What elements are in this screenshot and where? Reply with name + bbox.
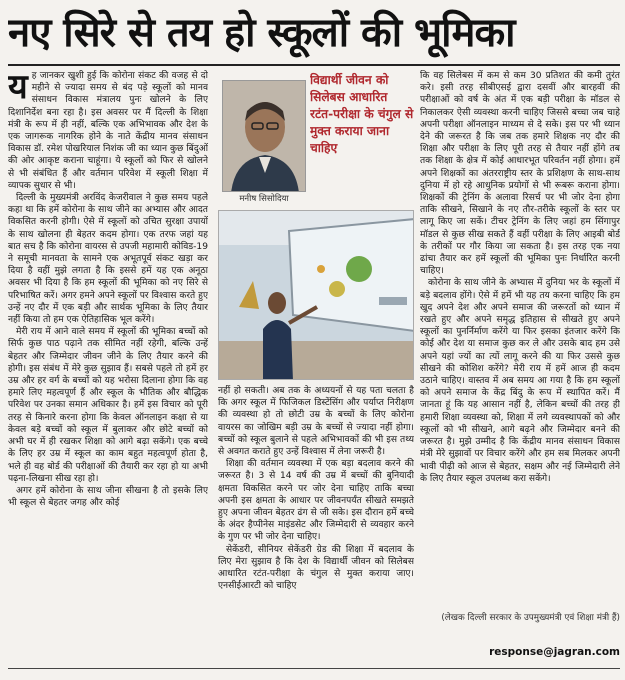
paragraph: शिक्षा की वर्तमान व्यवस्था में एक बड़ा बदलाव करने की जरूरत है। 3 से 14 वर्ष की उम्र में बच्चों की बुनियादी क्षमता विकसित करने पर जोर देना चाहिए ताकि बच्चा अपनी इस क्षमता के आधार पर जीवनपर्यंत सीखते समझते हुए अपना जीवन बेहतर ढंग से जी सके। इस दौरान हमें बच्चे के अंदर हैप्पीनेस माइंडसेट और जिम्मेदारी से व्यवहार करने के गुण पर भी जोर देना चाहिए। (218, 459, 414, 543)
article-column-1 (8, 70, 208, 662)
drop-cap: य (8, 70, 28, 107)
author-credit: (लेखक दिल्ली सरकार के उपमुख्यमंत्री एवं शिक्षा मंत्री हैं) (441, 613, 620, 623)
article-column-3 (420, 70, 620, 610)
headline-rule (8, 64, 620, 66)
headline: नए सिरे से तय हो स्कूलों की भूमिका (8, 10, 515, 56)
pull-quote: विद्यार्थी जीवन को सिलेबस आधारित रटंत-परीक्षा के चंगुल से मुक्त कराया जाना चाहिए (310, 73, 414, 155)
bottom-rule (8, 668, 620, 669)
author-portrait-illustration (223, 81, 306, 192)
paragraph: दिल्ली के मुख्यमंत्री अरविंद केजरीवाल ने कुछ समय पहले कहा था कि हमें कोरोना के साथ जीने का अभ्यास और आदत विकसित करनी होगी। ऐसे में स्कूलों को उचित सुरक्षा उपायों के साथ खोलना ही बेहतर कदम होगा। एक तरफ जहां यह बात सच है कि कोरोना वायरस से उपजी महामारी कोविड-19 ने समूची मानवता के सामने एक अभूतपूर्व संकट खड़ा कर दिया है वहीं मुझे लगता है कि इससे हमें यह एक अनूठा अवसर भी दिया है कि हम स्कूलों की भूमिका को नए सिरे से परिभाषित करें। अगर हमने अपने स्कूलों पर विश्वास करते हुए उन्हें नए दौर में एक बड़ी और सार्थक भूमिका के लिए तैयार नहीं किया तो हम एक ऐतिहासिक भूल करेंगे। (8, 193, 208, 326)
paragraph: सेकेंडरी, सीनियर सेकेंडरी ग्रेड की शिक्षा में बदलाव के लिए मेरा सुझाव है कि देश के विद्यार्थी जीवन को सिलेबस आधारित रटंत-परीक्षा के चंगुल से मुक्त कराया जाए। एनसीईआरटी को चाहिए (218, 544, 414, 592)
article-column-2 (218, 385, 414, 662)
paragraph: ह जानकर खुशी हुई कि कोरोना संकट की वजह से दो महीने से ज्यादा समय से बंद पड़े स्कूलों को मानव संसाधन विकास मंत्रालय पुनः खोलने के लिए दिशानिर्देश बना रहा है। इस अवसर पर मैं दिल्ली के शिक्षा मंत्री के रूप में ही नहीं, बल्कि एक अभिभावक और देश के एक जागरूक नागरिक होने के नाते केंद्रीय मानव संसाधन विकास डॉ. रमेश पोखरियाल निशंक जी का ध्यान कुछ बिंदुओं की ओर आकृष्ट कराना चाहूंगा। ये स्कूलों को फिर से खोलने से भी संबंधित हैं और वर्तमान परिवेश में स्कूली शिक्षा में व्यापक सुधार से भी। (8, 71, 208, 191)
paragraph: कि वह सिलेबस में कम से कम 30 प्रतिशत की कमी तुरंत करे। इसी तरह सीबीएसई द्वारा दसवीं और बारहवीं की परीक्षाओं को वर्ष के अंत में एक बड़ी परीक्षा के मॉडल से निकालकर ऐसी व्यवस्था करनी चाहिए जिससे बच्चा जब चाहे अपनी परीक्षा ऑनलाइन माध्यम से दे सके। इस पर भी ध्यान देने की जरूरत है कि जब तक हमारे शिक्षक नए दौर की शिक्षा और परीक्षा के लिए पूरी तरह से तैयार नहीं होंगे तब तक शिक्षा के क्षेत्र में कोई आधारभूत परिवर्तन नहीं होगा। हमें अपने शिक्षकों का अंतरराष्ट्रीय स्तर के प्रशिक्षण के साथ-साथ दुनिया में हो रहे आधुनिक प्रयोगों से भी रूबरू कराना होगा। शिक्षकों की ट्रेनिंग के अलावा रिसर्च पर भी जोर देना होगा ताकि सीखने, सिखाने के नए तौर-तरीके स्कूलों के स्तर पर लागू किए जा सकें। टीचर ट्रेनिंग के लिए जहां हम सिंगापुर मॉडल से कुछ सीख सकते हैं वहीं परीक्षा के लिए आइबी बोर्ड के तरीकों पर गौर किया जा सकता है। इस तरह एक नया ढांचा तैयार कर हमें स्कूलों की भूमिका पुनः निर्धारित करनी चाहिए। (420, 71, 620, 277)
classroom-photo (218, 210, 414, 380)
classroom-illustration (219, 211, 414, 380)
paragraph: कोरोना के साथ जीने के अभ्यास में दुनिया भर के स्कूलों में बड़े बदलाव होंगे। ऐसे में हमें भी यह तय करना चाहिए कि हम खुद अपने देश और अपने समाज की जरूरतों को ध्यान में रखते हुए और अपने समृद्ध इतिहास से सीखते हुए अपने स्कूलों का पुनर्निर्माण करेंगे या फिर इसका इंतजार करेंगे कि कोई और देश या समाज कुछ कर ले और उसके बाद हम उसे अपने यहां ज्यों का त्यों लागू करने की या फिर उससे कुछ सीखने की कोशिश करेंगे? मेरी राय में हमें आज ही कदम उठाने चाहिए। वास्तव में अब समय आ गया है कि हम स्कूलों को अपने समाज के केंद्र बिंदु के रूप में स्थापित करें। मैं जानता हूं कि यह आसान नहीं है, लेकिन बच्चों की तरह ही हमारी शिक्षा व्यवस्था को, शिक्षा में लगे व्यवस्थापकों को और स्कूलों को भी सीखने, आगे बढ़ने और जिम्मेदार बनने की जरूरत है। मुझे उम्मीद है कि केंद्रीय मानव संसाधन विकास मंत्री मेरे सुझावों पर विचार करेंगे और हम सब मिलकर अपनी भावी पीढ़ी को आज से बेहतर, सक्षम और नई जिम्मेदारी लेने के लिए तैयार स्कूल उपलब्ध करा सकेंगे। (420, 278, 620, 484)
author-photo (222, 80, 306, 192)
paragraph: अगर हमें कोरोना के साथ जीना सीखना है तो इसके लिए भी स्कूल से बेहतर जगह और कोई (8, 485, 208, 509)
paragraph: नहीं हो सकती। अब तक के अध्ययनों से यह पता चलता है कि अगर स्कूल में फिजिकल डिस्टेंसिंग और पर्याप्त निरीक्षण की व्यवस्था हो तो छोटी उम्र के बच्चों के लिए कोरोना वायरस का जोखिम बड़ी उम्र के बच्चों से ज्यादा नहीं होगा। बच्चों को स्कूल बुलाने से पहले अभिभावकों की भी इस तथ्य से अवगत कराते हुए उन्हें विश्वास में लेना जरूरी है। (218, 386, 414, 458)
author-caption: मनीष सिसोदिया (239, 194, 289, 204)
paragraph: मेरी राय में आने वाले समय में स्कूलों की भूमिका बच्चों को सिर्फ कुछ पाठ पढ़ाने तक सीमित नहीं रहेगी, बल्कि उन्हें बेहतर और जिम्मेदार जीवन जीने के लिए तैयार करने की होगी। इस संबंध में मेरे कुछ सुझाव हैं। सबसे पहले तो हमें हर उम्र और हर वर्ग के बच्चों को यह भरोसा दिलाना होगा कि वह हमारे लिए महत्वपूर्ण हैं और स्कूल के भौतिक और बौद्धिक परिवेश पर उनका समान अधिकार है। हमें इस विचार को पूरी तरह से किनारे करना होगा कि केवल ऑनलाइन कक्षा से या केवल बड़े बच्चों को स्कूल में बुलाकर और छोटे बच्चों को अभी घर में ही रखकर शिक्षा को आगे बढ़ा सकेंगे। एक बच्चे के लिए हर उम्र में स्कूल का काम बहुत महत्वपूर्ण होता है, भले ही वह बोर्ड की परीक्षाओं की तैयारी कर रहा हो या अभी पढ़ना-लिखना सीख रहा हो। (8, 327, 208, 484)
response-email: response@jagran.com (489, 646, 620, 658)
